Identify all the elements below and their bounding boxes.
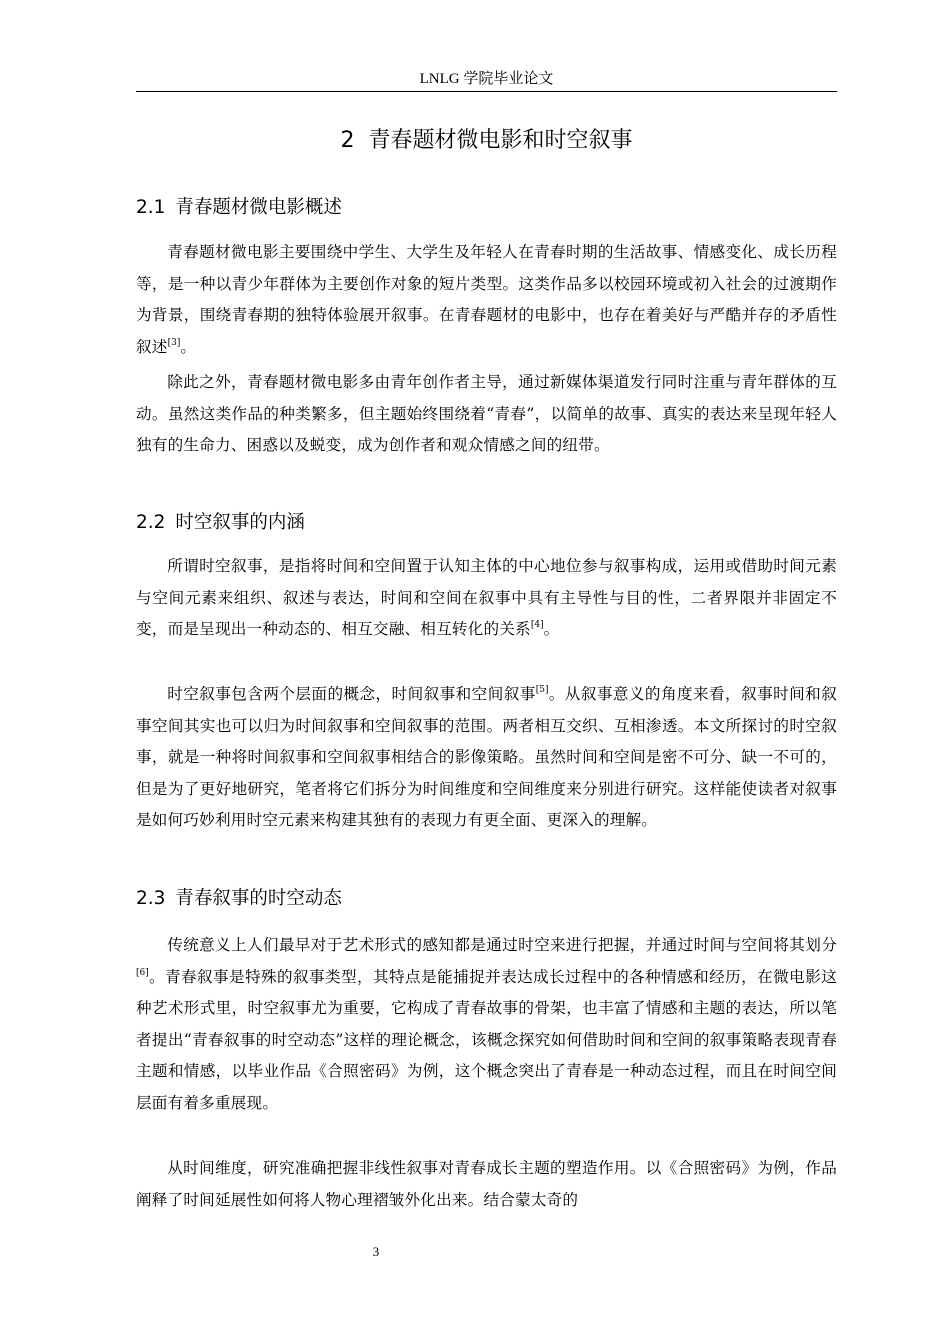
header-divider xyxy=(136,91,837,92)
chapter-title-text: 青春题材微电影和时空叙事 xyxy=(368,128,633,153)
paragraph-tail: 。 xyxy=(180,337,197,356)
paragraph xyxy=(136,237,837,363)
section-number: 2.2 xyxy=(136,512,166,533)
citation-ref[interactable]: [4] xyxy=(530,620,544,630)
paragraph-text: 所谓时空叙事，是指将时间和空间置于认知主体的中心地位参与叙事构成，运用或借助时间元素与空间元素来组织、叙述与表达，时间和空间在叙事中具有主导性与目的性，二者界限并非固定不变，而是呈现出一种动态的、相互交融、相互转化的关系 xyxy=(136,557,837,638)
paragraph xyxy=(136,930,837,1119)
page-number: 3 xyxy=(372,1244,380,1259)
paragraph-tail: 。从叙事意义的角度来看，叙事时间和叙事空间其实也可以归为时间叙事和空间叙事的范围。两者相互交织、互相渗透。本文所探讨的时空叙事，就是一种将时间叙事和空间叙事相结合的影像策略。虽然时间和空间是密不可分、缺一不可的，但是为了更好地研究，笔者将它们拆分为时间维度和空间维度来分别进行研究。这样能使读者对叙事是如何巧妙利用时空元素来构建其独有的表现力有更全面、更深入的理解。 xyxy=(136,685,837,829)
section-title: 青春叙事的时空动态 xyxy=(175,888,342,909)
running-header: LNLG 学院毕业论文 xyxy=(419,71,554,87)
section-number: 2.1 xyxy=(136,197,166,218)
citation-ref[interactable]: [3] xyxy=(167,337,181,348)
paragraph-text: 时空叙事包含两个层面的概念，时间叙事和空间叙事 xyxy=(167,685,536,703)
paragraph xyxy=(136,1153,837,1216)
paragraph xyxy=(136,679,837,837)
section-heading-2-1 xyxy=(136,194,342,222)
chapter-title xyxy=(136,125,837,157)
paragraph xyxy=(136,367,837,462)
paragraph-text: 传统意义上人们最早对于艺术形式的感知都是通过时空来进行把握，并通过时间与空间将其划分 xyxy=(167,936,837,954)
paragraph-text: 青春题材微电影主要围绕中学生、大学生及年轻人在青春时期的生活故事、情感变化、成长历程等，是一种以青少年群体为主要创作对象的短片类型。这类作品多以校园环境或初入社会的过渡期作为背景，围绕青春期的独特体验展开叙事。在青春题材的电影中，也存在着美好与严酷并存的矛盾性叙述 xyxy=(136,243,837,356)
paragraph-tail: 。 xyxy=(543,620,560,638)
citation-ref[interactable]: [6] xyxy=(136,967,149,978)
section-number: 2.3 xyxy=(136,888,166,909)
paragraph-tail: 。青春叙事是特殊的叙事类型，其特点是能捕捉并表达成长过程中的各种情感和经历，在微电影这种艺术形式里，时空叙事尤为重要，它构成了青春故事的骨架，也丰富了情感和主题的表达，所以笔者提出“青春叙事的时空动态”这样的理论概念，该概念探究如何借助时间和空间的叙事策略表现青春主题和情感，以毕业作品《合照密码》为例，这个概念突出了青春是一种动态过程，而且在时间空间层面有着多重展现。 xyxy=(136,967,837,1112)
section-heading-2-2 xyxy=(136,509,305,537)
section-heading-2-3 xyxy=(136,885,342,913)
section-title: 时空叙事的内涵 xyxy=(175,512,305,533)
paragraph-text: 除此之外，青春题材微电影多由青年创作者主导，通过新媒体渠道发行同时注重与青年群体的互动。虽然这类作品的种类繁多，但主题始终围绕着“青春”，以简单的故事、真实的表达来呈现年轻人独有的生命力、困惑以及蜕变，成为创作者和观众情感之间的纽带。 xyxy=(136,373,837,454)
paragraph-text: 从时间维度，研究准确把握非线性叙事对青春成长主题的塑造作用。以《合照密码》为例，作品阐释了时间延展性如何将人物心理褶皱外化出来。结合蒙太奇的 xyxy=(136,1159,837,1209)
paragraph xyxy=(136,551,837,646)
section-title: 青春题材微电影概述 xyxy=(175,197,342,218)
citation-ref[interactable]: [5] xyxy=(535,685,549,695)
chapter-number: 2 xyxy=(340,128,355,153)
